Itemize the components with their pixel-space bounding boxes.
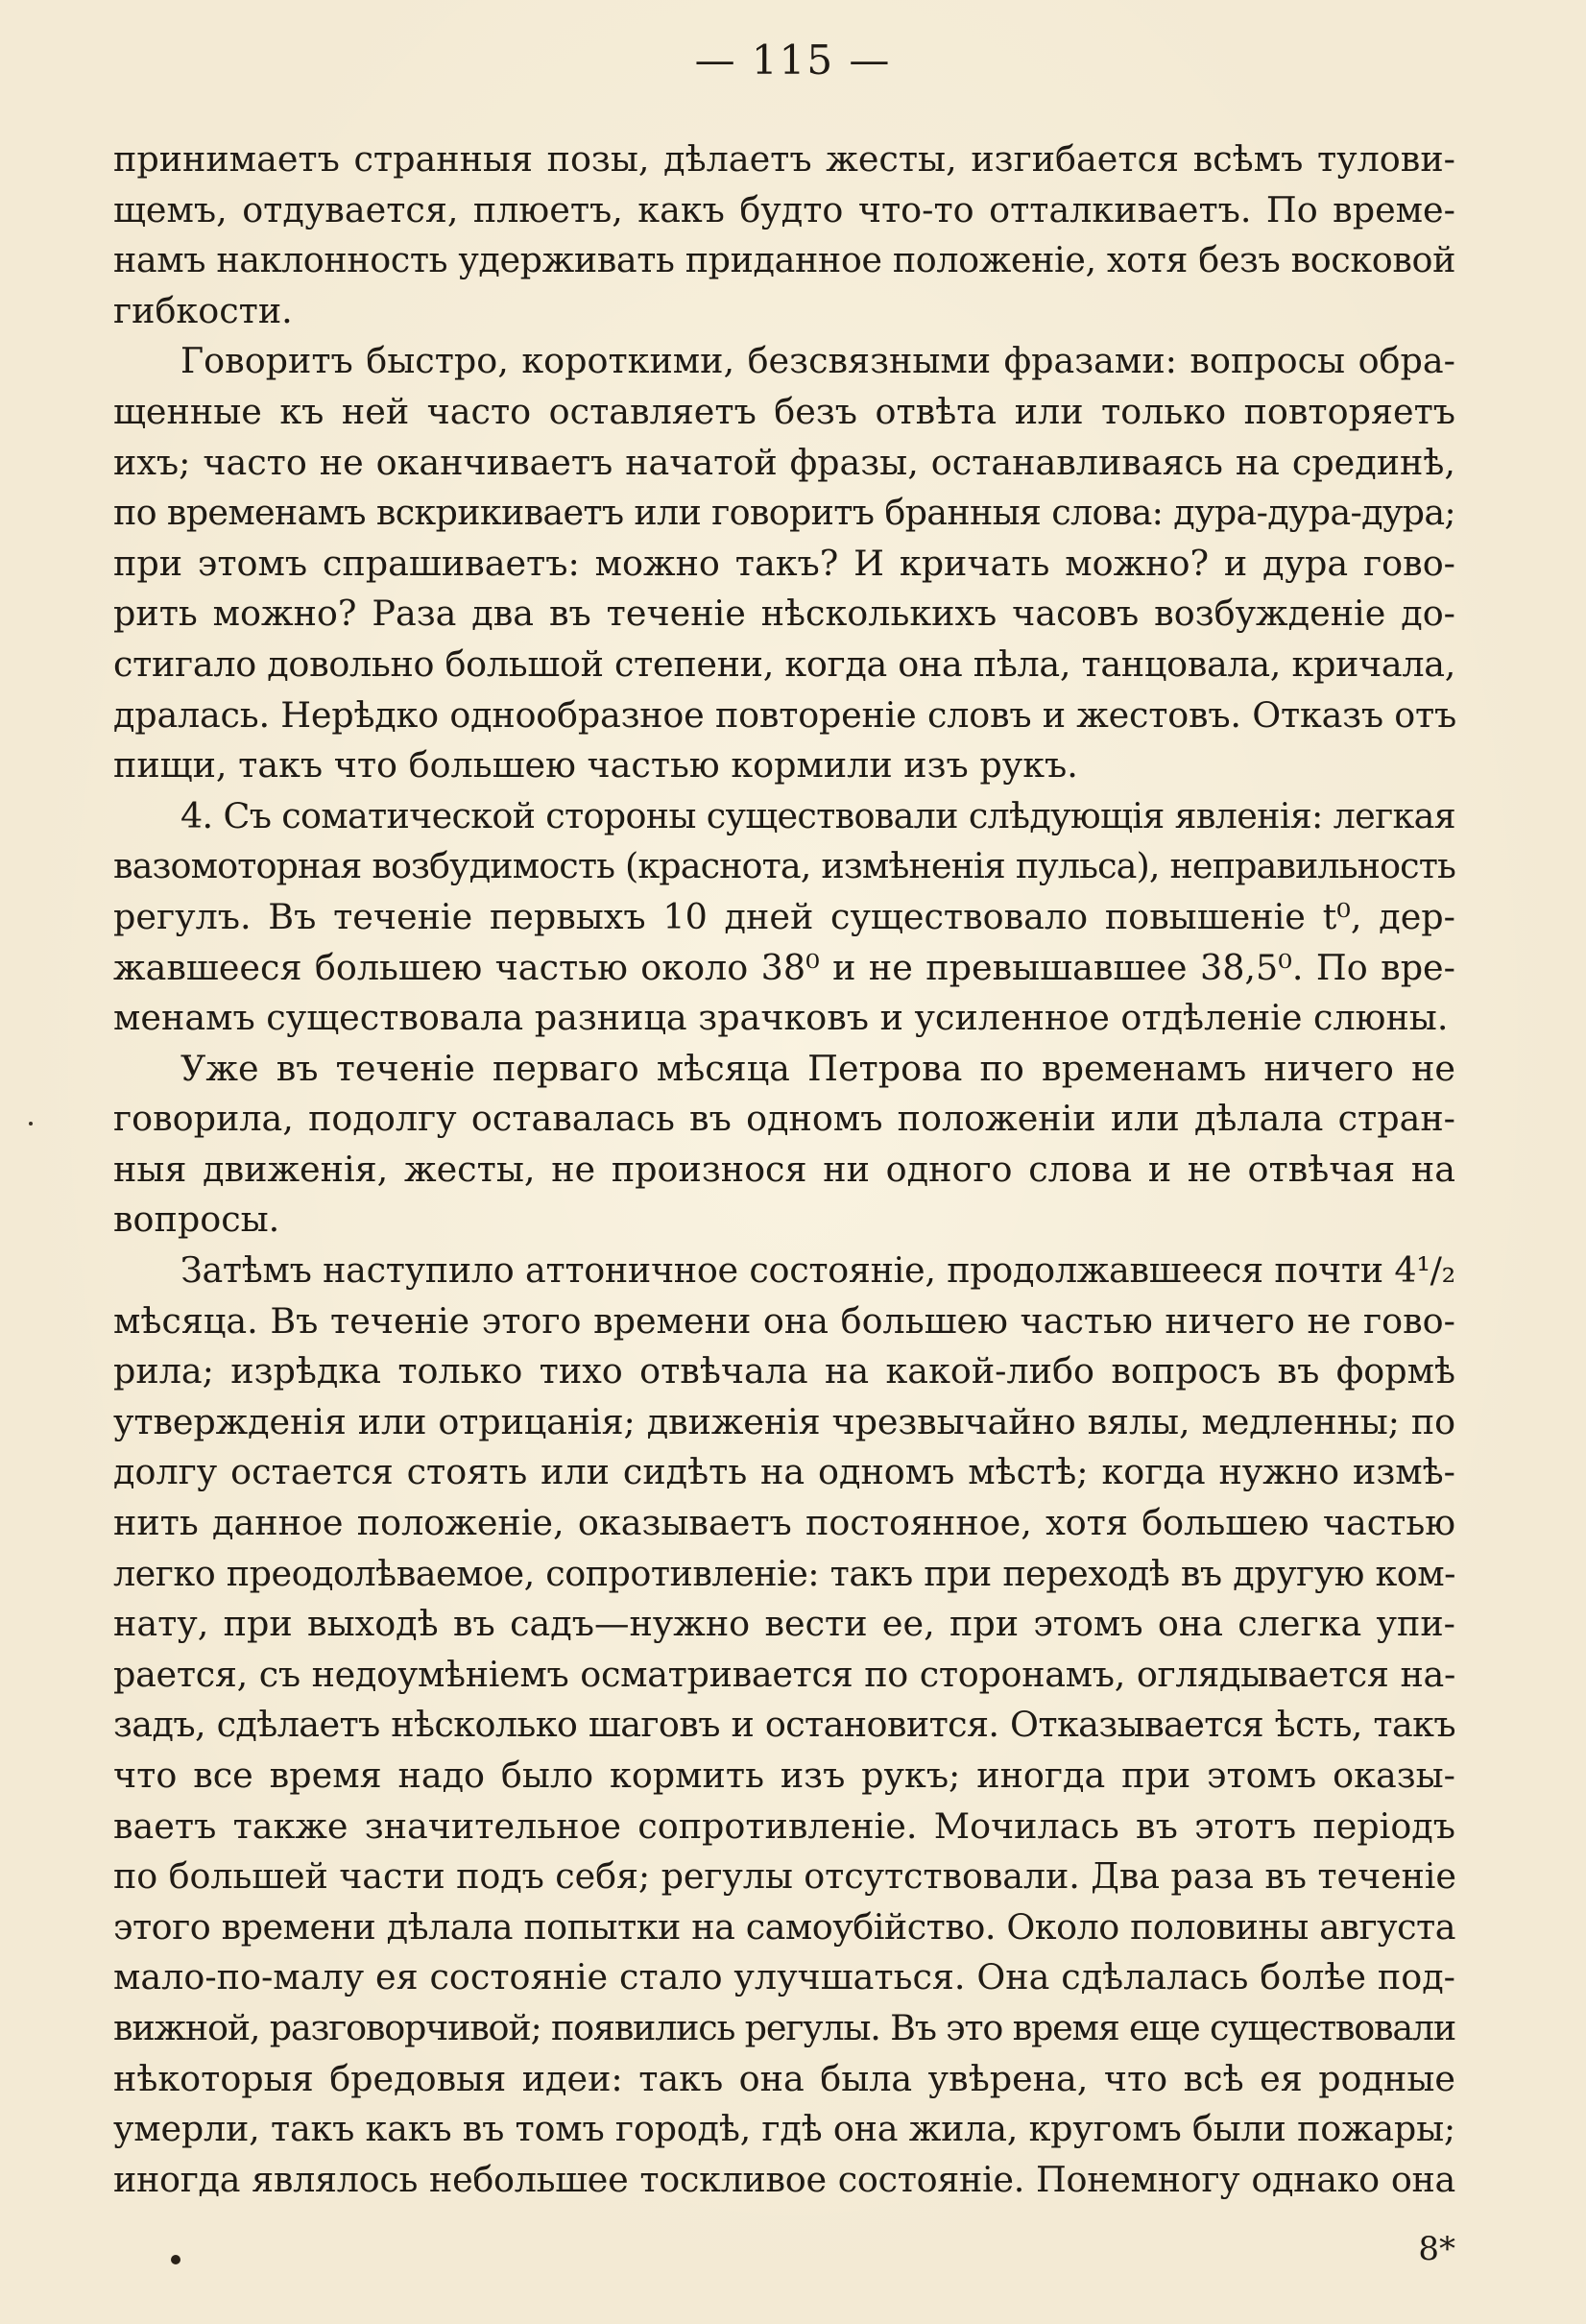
text-line: щенные къ ней часто оставляетъ безъ отвѣта или только повторяетъ — [113, 390, 1455, 432]
printer-signature-mark: 8* — [1418, 2230, 1455, 2268]
text-line: Затѣмъ наступило аттоничное состояніе, продолжавшееся почти 4¹/₂ — [180, 1249, 1455, 1292]
text-line: по временамъ вскрикиваетъ или говоритъ бранныя слова: дура-дура-дура; — [113, 492, 1455, 534]
page-number: — 115 — — [694, 36, 892, 84]
text-line: долгу остается стоять или сидѣть на одномъ мѣстѣ; когда нужно измѣ- — [113, 1451, 1455, 1493]
text-line: нѣкоторыя бредовыя идеи: такъ она была увѣрена, что всѣ ея родные — [113, 2057, 1455, 2099]
text-line: щемъ, отдувается, плюетъ, какъ будто что-то отталкиваетъ. По време- — [113, 188, 1455, 230]
text-line: рить можно? Раза два въ теченіе нѣсколькихъ часовъ возбужденіе до- — [113, 593, 1455, 635]
text-line: ваетъ также значительное сопротивленіе. Мочилась въ этотъ періодъ — [113, 1804, 1455, 1847]
text-line: вазомоторная возбудимость (краснота, измѣненія пульса), неправильность — [113, 845, 1455, 887]
text-line: нить данное положеніе, оказываетъ постоянное, хотя большею частью — [113, 1502, 1455, 1544]
margin-speck — [29, 1122, 33, 1126]
text-line: утвержденія или отрицанія; движенія чрезвычайно вялы, медленны; по — [113, 1400, 1455, 1442]
text-line: ихъ; часто не оканчиваетъ начатой фразы, останавливаясь на срединѣ, — [113, 441, 1455, 483]
footer-ink-dot — [171, 2255, 180, 2264]
text-line: по большей части подъ себя; регулы отсутствовали. Два раза въ теченіе — [113, 1855, 1456, 1898]
text-line: иногда являлось небольшее тоскливое состояніе. Понемногу однако она — [113, 2158, 1455, 2200]
text-line: намъ наклонность удерживать приданное положеніе, хотя безъ восковой — [113, 239, 1455, 281]
text-line: умерли, такъ какъ въ томъ городѣ, гдѣ она жила, кругомъ были пожары; — [113, 2108, 1456, 2150]
text-line: мѣсяца. Въ теченіе этого времени она большею частью ничего не гово- — [113, 1299, 1455, 1342]
text-line: задъ, сдѣлаетъ нѣсколько шаговъ и остановится. Отказывается ѣсть, такъ — [113, 1704, 1455, 1746]
text-line: менамъ существовала разница зрачковъ и усиленное отдѣленіе слюны. — [113, 997, 1449, 1039]
text-line: рается, съ недоумѣніемъ осматривается по сторонамъ, оглядывается на- — [113, 1653, 1455, 1695]
text-line: при этомъ спрашиваетъ: можно такъ? И кричать можно? и дура гово- — [113, 542, 1455, 584]
text-line: этого времени дѣлала попытки на самоубійство. Около половины августа — [113, 1905, 1455, 1948]
text-line: Говоритъ быстро, короткими, безсвязными фразами: вопросы обра- — [180, 340, 1455, 382]
text-line: ныя движенія, жесты, не произнося ни одного слова и не отвѣчая на — [113, 1148, 1455, 1190]
text-line: стигало довольно большой степени, когда она пѣла, танцовала, кричала, — [113, 642, 1455, 685]
text-line: 4. Съ соматической стороны существовали слѣдующія явленія: легкая — [180, 794, 1455, 836]
text-line: принимаетъ странныя позы, дѣлаетъ жесты, изгибается всѣмъ тулови- — [113, 138, 1455, 180]
text-line: жавшееся большею частью около 38⁰ и не превышавшее 38,5⁰. По вре- — [113, 946, 1455, 988]
text-line: гибкости. — [113, 289, 293, 331]
text-line: рила; изрѣдка только тихо отвѣчала на какой-либо вопросъ въ формѣ — [113, 1350, 1455, 1392]
text-line: дралась. Нерѣдко однообразное повтореніе словъ и жестовъ. Отказъ отъ — [113, 693, 1457, 736]
text-line: мало-по-малу ея состояніе стало улучшаться. Она сдѣлалась болѣе под- — [113, 1956, 1455, 1998]
text-line: Уже въ теченіе перваго мѣсяца Петрова по временамъ ничего не — [180, 1047, 1455, 1089]
text-line: вижной, разговорчивой; появились регулы. Въ это время еще существовали — [113, 2006, 1455, 2048]
text-line: регулъ. Въ теченіе первыхъ 10 дней существовало повышеніе t⁰, дер- — [113, 895, 1455, 937]
text-line: говорила, подолгу оставалась въ одномъ положеніи или дѣлала стран- — [113, 1098, 1455, 1140]
text-line: пищи, такъ что большею частью кормили изъ рукъ. — [113, 744, 1078, 787]
body-text — [113, 134, 1455, 2205]
text-line: вопросы. — [113, 1198, 280, 1241]
text-line: что все время надо было кормить изъ рукъ; иногда при этомъ оказы- — [113, 1755, 1455, 1796]
text-line: легко преодолѣваемое, сопротивленіе: такъ при переходѣ въ другую ком- — [113, 1552, 1455, 1594]
text-line: нату, при выходѣ въ садъ—нужно вести ее, при этомъ она слегка упи- — [113, 1603, 1455, 1645]
